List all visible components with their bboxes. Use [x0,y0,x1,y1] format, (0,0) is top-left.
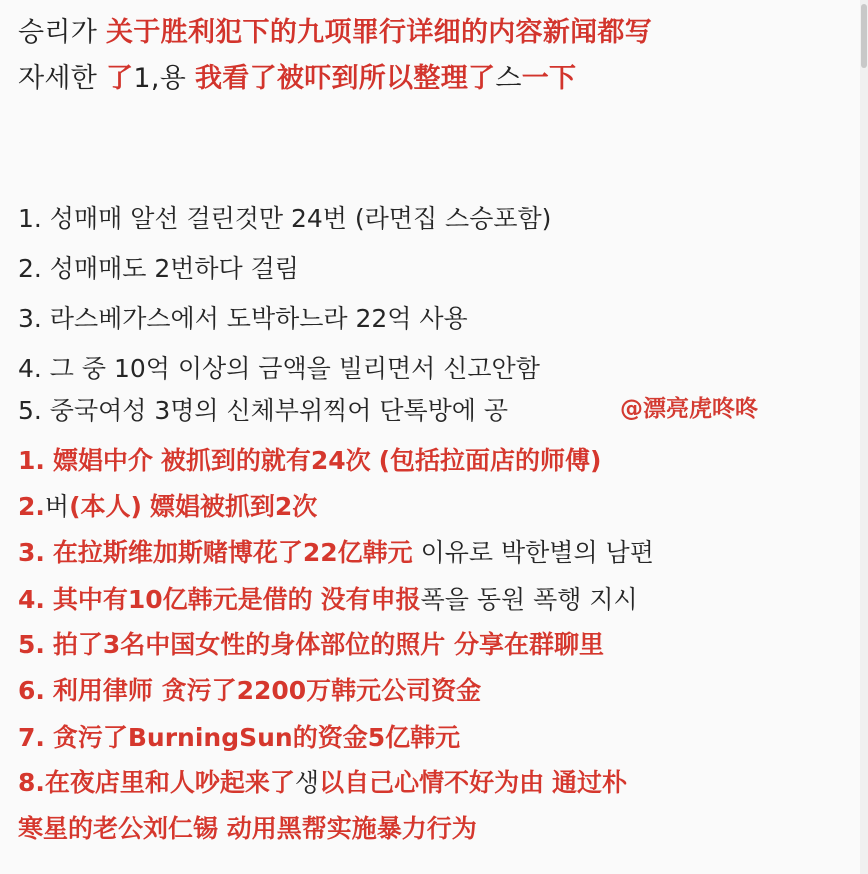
korean-list-item: 3. 라스베가스에서 도박하느라 22억 사용 [18,304,468,333]
header-line-2 [18,62,576,96]
header-cn-text: 关于胜利犯下的九项罪行详细的内容新闻都写 [106,17,653,48]
korean-list-item: 1. 성매매 알선 걸린것만 24번 (라면집 스승포함) [18,204,552,233]
cn-text: 以自己心情不好为由 [319,768,545,797]
header-cn-text: 了 [106,63,134,94]
cn-text: 嫖娼中介 [52,446,153,475]
header-kr-text: 1,용 [133,63,187,94]
cn-text: 被抓到的就有24次 [160,446,371,475]
cn-text: 嫖娼被抓到2次 [149,492,318,521]
item-number: 5. [18,630,45,659]
header-kr-text: 스 [495,63,522,94]
korean-list-item: 4. 그 중 10억 이상의 금액을 빌리면서 신고안함 [18,354,540,383]
korean-list-item: 5. 중국여성 3명의 신체부위찍어 단톡방에 공 [18,396,509,425]
cn-text: (本人) [69,492,142,521]
item-number: 4. [18,585,45,614]
chinese-list-item [18,490,317,524]
cn-text: 没有申报 [320,585,421,614]
cn-text: 通过朴 [552,768,628,797]
item-number: 2. [18,492,45,521]
chinese-list-item [18,536,654,570]
cn-text: 利用律师 贪污了2200万韩元公司资金 [52,676,482,705]
chinese-list-item [18,628,604,662]
cn-text: 在拉斯维加斯赌博花了22亿韩元 [52,538,413,567]
chinese-list-item [18,766,627,800]
chinese-list-item [18,674,481,708]
cn-text: 贪污了BurningSun的资金5亿韩元 [52,723,461,752]
cn-text: 在夜店里和人吵起来了 [44,768,295,797]
item-number: 8. [18,768,45,797]
cn-text: 拍了3名中国女性的身体部位的照片 分享在群聊里 [52,630,604,659]
korean-list-item: 2. 성매매도 2번하다 걸림 [18,254,299,283]
scrollbar-thumb[interactable] [861,4,867,68]
header-cn-text: 我看了被吓到所以整理了 [195,63,496,94]
chinese-list-item [18,583,638,617]
scrollbar[interactable] [860,0,868,874]
header-cn-text: 一下 [521,63,577,94]
item-number: 1. [18,446,45,475]
chinese-list-item [18,721,460,755]
chinese-list-continuation [18,812,477,846]
kr-text: 생 [294,768,320,797]
chinese-list-item [18,444,601,478]
cn-text: 寒星的老公刘仁锡 动用黑帮实施暴力行为 [18,814,477,843]
watermark-text: @漂亮虎咚咚 [620,396,758,422]
header-line-1 [18,16,652,50]
kr-text: 버 [44,492,70,521]
item-number: 3. [18,538,45,567]
cn-text: (包括拉面店的师傅) [378,446,602,475]
kr-text: 폭을 동원 폭행 지시 [420,585,638,614]
header-kr-text: 자세한 [18,63,98,94]
cn-text: 其中有10亿韩元是借的 [52,585,313,614]
item-number: 7. [18,723,45,752]
kr-text: 이유로 박한별의 남편 [420,538,654,567]
header-kr-text: 승리가 [18,17,98,48]
item-number: 6. [18,676,45,705]
